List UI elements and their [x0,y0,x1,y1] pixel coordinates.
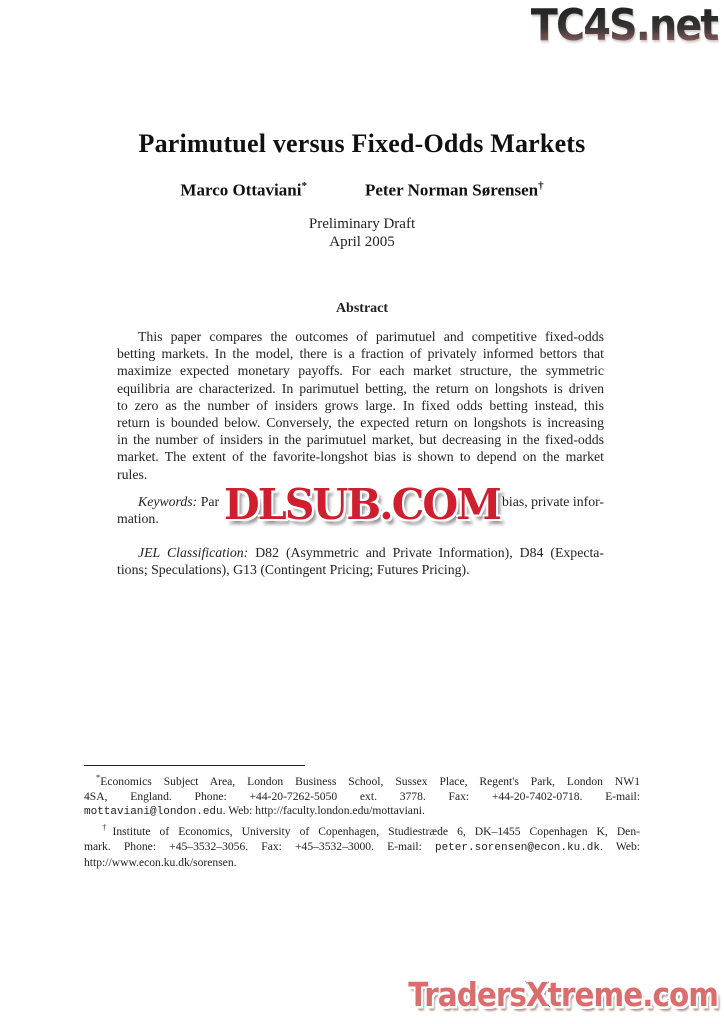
footnote-line [84,840,640,856]
abstract-line: rules. [117,466,148,482]
authors-row [0,180,724,201]
footnote-text: 4SA, England. Phone: +44-20-7262-5050 ext. 3778. Fax: +44-20-7402-0718. E-mail: [84,789,640,803]
footnote-line [84,820,640,840]
draft-date: April 2005 [329,233,395,250]
footnotes [84,770,640,871]
footnote-line [84,790,640,805]
abstract-line: return is bounded below. Conversely, the expected return on longshots is increasing [117,415,604,431]
footnote-marker: * [96,772,101,782]
footnote-text: Institute of Economics, University of Copenhagen, Studiestræde 6, DK–1455 Copenhagen K, Den- [112,825,640,839]
footnote-text: mark. Phone: +45–3532–3056. Fax: +45–3532–3000. E-mail: [84,839,435,853]
author-1-footnote-mark: * [301,180,307,192]
tc4s-watermark-logo[interactable]: TC4S.net [531,0,718,51]
abstract-line: market. The extent of the favorite-longshot bias is shown to depend on the market [117,449,604,465]
jel-line-1 [117,544,604,561]
draft-block [0,216,724,251]
author-2-footnote-mark: † [538,180,544,192]
keywords-fragment-start [117,493,219,510]
keywords-start-text: Par [197,494,220,509]
tradersxtreme-watermark[interactable]: TradersXtreme.com [408,976,718,1015]
footnote-line [84,770,640,790]
footnote-text: . Web: [600,839,640,853]
abstract-heading: Abstract [335,301,389,316]
draft-status: Preliminary Draft [308,216,416,232]
footnote-rule [84,765,305,766]
footnote-line [84,804,640,820]
dlsub-watermark[interactable]: DLSUB.COM [224,480,500,529]
abstract-line: betting markets. In the model, there is a fraction of privately informed bettors that [117,346,604,362]
email-address: peter.sorensen@econ.ku.dk [434,841,601,854]
keywords-line-2: mation. [117,511,159,527]
jel-paragraph [117,544,604,578]
abstract-text [117,328,604,483]
footnote-line [84,856,640,871]
abstract-line: in the number of insiders in the parimutuel market, but decreasing in the fixed-odds [117,432,604,448]
jel-line-2: tions; Speculations), G13 (Contingent Pricing; Futures Pricing). [117,562,470,578]
abstract-line: equilibria are characterized. In parimutuel betting, the return on longshots is driven [117,380,604,396]
paper-title: Parimutuel versus Fixed-Odds Markets [138,129,586,158]
footnote-marker: † [96,822,113,833]
author-1 [180,180,307,201]
footnote-text: http://www.econ.ku.dk/sorensen. [84,855,237,869]
keywords-fragment-end: bias, private infor- [501,494,604,509]
abstract-line: maximize expected monetary payoffs. For each market structure, the symmetric [117,363,604,379]
email-address: mottaviani@london.edu [84,806,223,819]
abstract-line: This paper compares the outcomes of parimutuel and competitive fixed-odds [138,329,604,344]
jel-label: JEL Classification: [138,545,249,560]
keywords-label: Keywords: [138,494,198,509]
author-2 [365,180,544,201]
footnote-text: . Web: http://faculty.london.edu/mottaviani. [222,804,425,818]
footnote-text: Economics Subject Area, London Business School, Sussex Place, Regent's Park, London NW1 [100,774,640,788]
abstract-line: to zero as the number of insiders grows large. In fixed odds betting instead, this [117,397,604,413]
author-1-name: Marco Ottaviani [180,180,302,200]
author-2-name: Peter Norman Sørensen [364,180,539,200]
jel-line-1-text: D82 (Asymmetric and Private Information), D84 (Expecta- [248,545,604,560]
